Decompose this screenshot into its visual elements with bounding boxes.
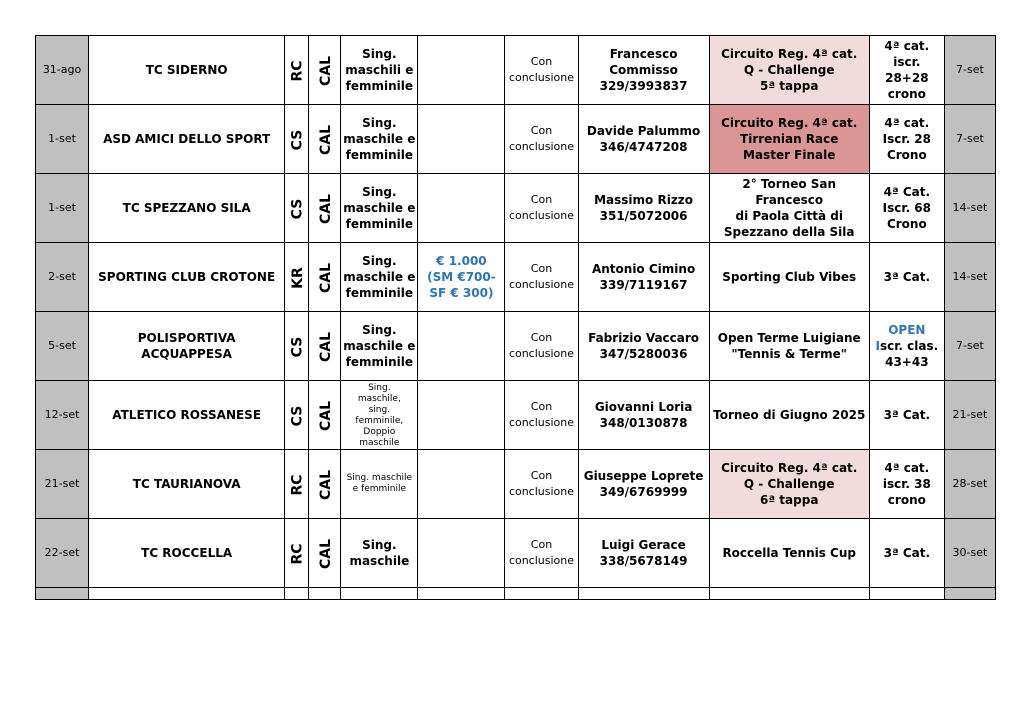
empty-cell <box>709 588 869 600</box>
table-row <box>36 381 996 450</box>
discipline: Sing. maschile e femminile <box>341 105 418 174</box>
tournament-name: Open Terme Luigiane "Tennis & Terme" <box>709 312 869 381</box>
prize-money: € 1.000 (SM €700- SF € 300) <box>418 243 505 312</box>
tournament-name: Circuito Reg. 4ª cat. Q - Challenge 6ª tappa <box>709 450 869 519</box>
empty-cell <box>309 588 341 600</box>
end-date: 7-set <box>944 36 995 105</box>
category-detail: scr. clas. 43+43 <box>879 339 939 369</box>
empty-cell <box>578 588 709 600</box>
start-date: 22-set <box>36 519 89 588</box>
open-label: OPEN <box>888 323 926 337</box>
start-date: 5-set <box>36 312 89 381</box>
club-name: TC ROCCELLA <box>89 519 285 588</box>
table-row <box>36 105 996 174</box>
start-date: 1-set <box>36 105 89 174</box>
table-row <box>36 36 996 105</box>
empty-cell <box>505 588 578 600</box>
category: 4ª cat. Iscr. 28 Crono <box>869 105 944 174</box>
discipline: Sing. maschili e femminile <box>341 36 418 105</box>
prize-money <box>418 174 505 243</box>
prize-money <box>418 312 505 381</box>
conclusion-type: Con conclusione <box>505 243 578 312</box>
category: 3ª Cat. <box>869 519 944 588</box>
start-date: 2-set <box>36 243 89 312</box>
discipline: Sing. maschile e femminile <box>341 243 418 312</box>
discipline: Sing. maschile e femminile <box>341 312 418 381</box>
region-code: CAL <box>309 243 341 312</box>
prize-money <box>418 381 505 450</box>
province-code: KR <box>285 243 309 312</box>
end-date: 30-set <box>944 519 995 588</box>
table-row <box>36 243 996 312</box>
region-code: CAL <box>309 450 341 519</box>
empty-cell <box>944 588 995 600</box>
end-date: 21-set <box>944 381 995 450</box>
province-code: CS <box>285 174 309 243</box>
empty-cell <box>285 588 309 600</box>
contact-info: Francesco Commisso 329/3993837 <box>578 36 709 105</box>
start-date: 31-ago <box>36 36 89 105</box>
prize-money <box>418 36 505 105</box>
end-date: 28-set <box>944 450 995 519</box>
tournament-name: Sporting Club Vibes <box>709 243 869 312</box>
empty-cell <box>36 588 89 600</box>
table-row <box>36 312 996 381</box>
province-code: CS <box>285 105 309 174</box>
conclusion-type: Con conclusione <box>505 450 578 519</box>
province-code: CS <box>285 312 309 381</box>
tournament-name: Circuito Reg. 4ª cat. Q - Challenge 5ª tappa <box>709 36 869 105</box>
club-name: SPORTING CLUB CROTONE <box>89 243 285 312</box>
club-name: POLISPORTIVA ACQUAPPESA <box>89 312 285 381</box>
conclusion-type: Con conclusione <box>505 381 578 450</box>
region-code: CAL <box>309 519 341 588</box>
tournament-name: 2° Torneo San Francesco di Paola Città di Spezzano della Sila <box>709 174 869 243</box>
table-row <box>36 450 996 519</box>
category: 4ª cat. iscr. 28+28 crono <box>869 36 944 105</box>
category: 3ª Cat. <box>869 381 944 450</box>
club-name: TC SIDERNO <box>89 36 285 105</box>
start-date: 21-set <box>36 450 89 519</box>
category-initial: I <box>875 339 880 353</box>
contact-info: Luigi Gerace 338/5678149 <box>578 519 709 588</box>
contact-info: Giuseppe Loprete 349/6769999 <box>578 450 709 519</box>
category: 4ª cat. iscr. 38 crono <box>869 450 944 519</box>
region-code: CAL <box>309 174 341 243</box>
discipline: Sing. maschile, sing. femminile, Doppio maschile <box>341 381 418 450</box>
club-name: ATLETICO ROSSANESE <box>89 381 285 450</box>
province-code: RC <box>285 450 309 519</box>
discipline: Sing. maschile e femminile <box>341 174 418 243</box>
table-row <box>36 174 996 243</box>
tournament-schedule-table <box>35 35 996 600</box>
province-code: CS <box>285 381 309 450</box>
empty-cell <box>418 588 505 600</box>
conclusion-type: Con conclusione <box>505 174 578 243</box>
empty-cell <box>89 588 285 600</box>
region-code: CAL <box>309 36 341 105</box>
prize-money <box>418 450 505 519</box>
contact-info: Davide Palummo 346/4747208 <box>578 105 709 174</box>
club-name: ASD AMICI DELLO SPORT <box>89 105 285 174</box>
discipline: Sing. maschile <box>341 519 418 588</box>
table-row-empty <box>36 588 996 600</box>
end-date: 7-set <box>944 312 995 381</box>
discipline: Sing. maschile e femminile <box>341 450 418 519</box>
contact-info: Fabrizio Vaccaro 347/5280036 <box>578 312 709 381</box>
region-code: CAL <box>309 312 341 381</box>
tournament-name: Torneo di Giugno 2025 <box>709 381 869 450</box>
category <box>869 312 944 381</box>
start-date: 12-set <box>36 381 89 450</box>
conclusion-type: Con conclusione <box>505 105 578 174</box>
end-date: 14-set <box>944 243 995 312</box>
end-date: 7-set <box>944 105 995 174</box>
province-code: RC <box>285 36 309 105</box>
empty-cell <box>341 588 418 600</box>
start-date: 1-set <box>36 174 89 243</box>
contact-info: Massimo Rizzo 351/5072006 <box>578 174 709 243</box>
conclusion-type: Con conclusione <box>505 519 578 588</box>
tournament-name: Circuito Reg. 4ª cat. Tirrenian Race Master Finale <box>709 105 869 174</box>
club-name: TC SPEZZANO SILA <box>89 174 285 243</box>
category: 4ª Cat. Iscr. 68 Crono <box>869 174 944 243</box>
conclusion-type: Con conclusione <box>505 36 578 105</box>
region-code: CAL <box>309 381 341 450</box>
region-code: CAL <box>309 105 341 174</box>
prize-money <box>418 519 505 588</box>
table-row <box>36 519 996 588</box>
end-date: 14-set <box>944 174 995 243</box>
contact-info: Antonio Cimino 339/7119167 <box>578 243 709 312</box>
prize-money <box>418 105 505 174</box>
category: 3ª Cat. <box>869 243 944 312</box>
empty-cell <box>869 588 944 600</box>
province-code: RC <box>285 519 309 588</box>
conclusion-type: Con conclusione <box>505 312 578 381</box>
club-name: TC TAURIANOVA <box>89 450 285 519</box>
tournament-name: Roccella Tennis Cup <box>709 519 869 588</box>
contact-info: Giovanni Loria 348/0130878 <box>578 381 709 450</box>
